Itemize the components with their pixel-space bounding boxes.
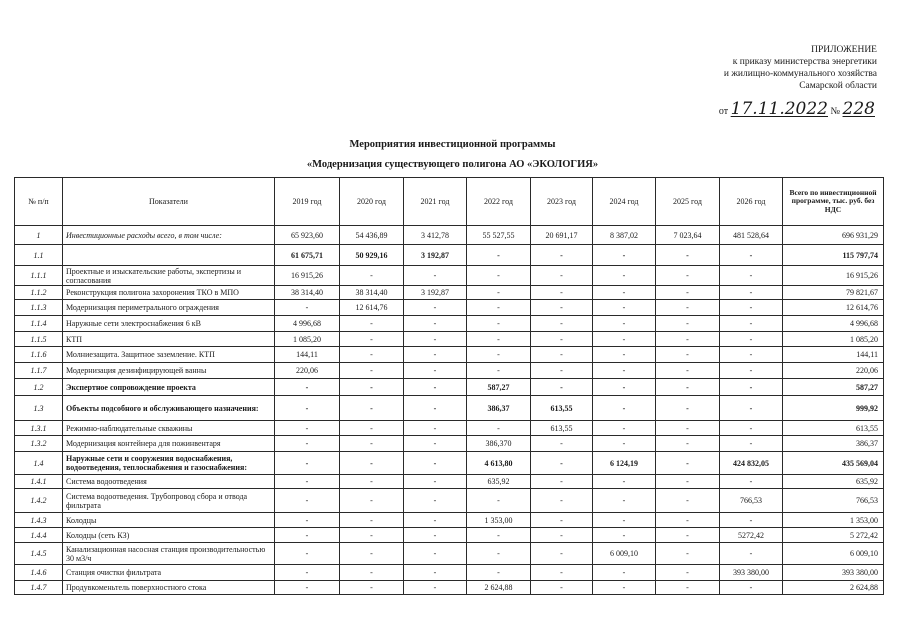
row-number: 1.4.6 — [15, 565, 63, 581]
row-year-value: - — [593, 581, 656, 595]
row-number: 1.1.7 — [15, 363, 63, 379]
table-row — [15, 226, 884, 245]
row-year-value: - — [404, 452, 467, 475]
row-year-value: - — [593, 396, 656, 421]
row-year-value: - — [467, 332, 531, 347]
table-body — [15, 226, 884, 595]
appendix-line: к приказу министерства энергетики — [732, 57, 877, 67]
row-year-value: 3 412,78 — [404, 226, 467, 245]
table-row — [15, 489, 884, 513]
row-number: 1.4.4 — [15, 528, 63, 543]
row-number: 1.4.3 — [15, 513, 63, 528]
row-number: 1.1.5 — [15, 332, 63, 347]
row-year-value: - — [275, 300, 340, 316]
row-year-value: 2 624,88 — [467, 581, 531, 595]
row-year-value: - — [340, 396, 404, 421]
row-year-value: 4 613,80 — [467, 452, 531, 475]
row-indicator: Продувкоменьтель поверхностного стока — [63, 581, 275, 595]
row-year-value: - — [593, 528, 656, 543]
row-year-value: - — [531, 528, 593, 543]
row-year-value: - — [404, 396, 467, 421]
column-header-year: 2019 год — [275, 178, 340, 226]
row-year-value: - — [656, 363, 720, 379]
row-total-value: 766,53 — [783, 489, 884, 513]
row-indicator: Наружные сети и сооружения водоснабжения, водоотведения, теплоснабжения и газоснабжения: — [63, 452, 275, 475]
row-year-value: - — [720, 245, 783, 266]
row-number: 1.2 — [15, 379, 63, 396]
row-year-value: - — [404, 332, 467, 347]
row-number: 1.1.4 — [15, 316, 63, 332]
row-year-value: 38 314,40 — [340, 286, 404, 300]
row-total-value: 635,92 — [783, 475, 884, 489]
number-prefix: № — [830, 106, 841, 117]
row-year-value: - — [531, 245, 593, 266]
row-total-value: 696 931,29 — [783, 226, 884, 245]
row-indicator: Система водоотведения — [63, 475, 275, 489]
row-indicator: Инвестиционные расходы всего, в том числе: — [63, 226, 275, 245]
row-indicator: Модернизация контейнера для пожинвентаря — [63, 436, 275, 452]
row-year-value: - — [340, 332, 404, 347]
row-total-value: 1 085,20 — [783, 332, 884, 347]
row-year-value: - — [720, 332, 783, 347]
row-year-value: - — [531, 347, 593, 363]
row-number: 1.1.3 — [15, 300, 63, 316]
appendix-line: и жилищно-коммунального хозяйства — [723, 69, 877, 79]
row-year-value: - — [467, 363, 531, 379]
row-total-value: 1 353,00 — [783, 513, 884, 528]
row-year-value: 481 528,64 — [720, 226, 783, 245]
row-number: 1.4.5 — [15, 543, 63, 565]
appendix-line: Самарской области — [799, 81, 877, 91]
row-indicator: Реконструкция полигона захоронения ТКО в МПО — [63, 286, 275, 300]
row-year-value: - — [720, 316, 783, 332]
table-row — [15, 286, 884, 300]
row-year-value: - — [467, 528, 531, 543]
table-row — [15, 363, 884, 379]
row-year-value: - — [340, 543, 404, 565]
row-year-value: - — [720, 513, 783, 528]
row-year-value: - — [656, 316, 720, 332]
row-year-value: - — [531, 436, 593, 452]
table-row — [15, 245, 884, 266]
row-year-value: 4 996,68 — [275, 316, 340, 332]
investment-table — [14, 177, 884, 595]
row-year-value: 55 527,55 — [467, 226, 531, 245]
row-year-value: - — [531, 316, 593, 332]
row-total-value: 999,92 — [783, 396, 884, 421]
row-indicator: Модернизация дезинфицирующей ванны — [63, 363, 275, 379]
row-year-value: 20 691,17 — [531, 226, 593, 245]
row-total-value: 220,06 — [783, 363, 884, 379]
column-header-indicator: Показатели — [63, 178, 275, 226]
row-total-value: 144,11 — [783, 347, 884, 363]
row-year-value: - — [531, 266, 593, 286]
row-year-value: - — [340, 565, 404, 581]
row-year-value: - — [593, 475, 656, 489]
row-number: 1.1.2 — [15, 286, 63, 300]
row-total-value: 6 009,10 — [783, 543, 884, 565]
row-year-value: 54 436,89 — [340, 226, 404, 245]
column-header-year: 2026 год — [720, 178, 783, 226]
row-year-value: 7 023,64 — [656, 226, 720, 245]
row-year-value: - — [404, 565, 467, 581]
row-year-value: 61 675,71 — [275, 245, 340, 266]
row-year-value: - — [404, 379, 467, 396]
table-row — [15, 316, 884, 332]
row-number: 1.3 — [15, 396, 63, 421]
row-indicator: Проектные и изыскательские работы, экспертизы и согласования — [63, 266, 275, 286]
row-year-value: - — [531, 300, 593, 316]
row-total-value: 435 569,04 — [783, 452, 884, 475]
row-year-value: - — [593, 363, 656, 379]
row-year-value: - — [656, 475, 720, 489]
row-total-value: 79 821,67 — [783, 286, 884, 300]
row-year-value: 766,53 — [720, 489, 783, 513]
column-header-year: 2023 год — [531, 178, 593, 226]
row-year-value: - — [531, 363, 593, 379]
row-year-value: - — [531, 332, 593, 347]
table-row — [15, 565, 884, 581]
column-header-total: Всего по инвестиционной программе, тыс. руб. без НДС — [783, 178, 884, 226]
row-year-value: - — [593, 245, 656, 266]
row-year-value: - — [656, 528, 720, 543]
row-number: 1.4 — [15, 452, 63, 475]
row-year-value: - — [467, 347, 531, 363]
column-header-number: № п/п — [15, 178, 63, 226]
row-year-value: - — [531, 489, 593, 513]
row-indicator: Молниезащита. Защитное заземление. КТП — [63, 347, 275, 363]
row-year-value: - — [593, 286, 656, 300]
row-year-value: - — [593, 266, 656, 286]
row-year-value: - — [340, 316, 404, 332]
row-year-value: - — [340, 421, 404, 436]
document-subtitle: «Модернизация существующего полигона АО «ЭКОЛОГИЯ» — [306, 159, 599, 170]
table-row — [15, 396, 884, 421]
row-year-value: - — [275, 379, 340, 396]
row-year-value: - — [720, 396, 783, 421]
row-year-value: 5272,42 — [720, 528, 783, 543]
row-year-value: - — [720, 286, 783, 300]
row-year-value: - — [593, 300, 656, 316]
row-year-value: - — [404, 266, 467, 286]
row-year-value: - — [593, 489, 656, 513]
row-year-value: 220,06 — [275, 363, 340, 379]
row-year-value: - — [656, 565, 720, 581]
row-year-value: - — [275, 475, 340, 489]
table-row — [15, 452, 884, 475]
row-year-value: - — [275, 565, 340, 581]
row-year-value: - — [720, 581, 783, 595]
row-year-value: - — [340, 581, 404, 595]
row-year-value: - — [340, 347, 404, 363]
row-year-value: - — [340, 436, 404, 452]
row-year-value: - — [720, 379, 783, 396]
column-header-year: 2020 год — [340, 178, 404, 226]
table-row — [15, 436, 884, 452]
table-row — [15, 513, 884, 528]
row-year-value: - — [593, 332, 656, 347]
row-year-value: - — [404, 513, 467, 528]
row-year-value: - — [531, 565, 593, 581]
row-total-value: 587,27 — [783, 379, 884, 396]
row-year-value: 38 314,40 — [275, 286, 340, 300]
row-year-value: - — [404, 421, 467, 436]
row-year-value: 587,27 — [467, 379, 531, 396]
document-title: Мероприятия инвестиционной программы — [349, 139, 556, 150]
row-year-value: - — [404, 581, 467, 595]
table-row — [15, 266, 884, 286]
row-year-value: 8 387,02 — [593, 226, 656, 245]
row-indicator: Канализационная насосная станция производительностью 30 м3/ч — [63, 543, 275, 565]
row-number: 1.1.6 — [15, 347, 63, 363]
row-year-value: - — [720, 475, 783, 489]
row-total-value: 4 996,68 — [783, 316, 884, 332]
row-number: 1 — [15, 226, 63, 245]
row-year-value: - — [656, 489, 720, 513]
row-year-value: - — [656, 513, 720, 528]
row-indicator: Система водоотведения. Трубопровод сбора и отвода фильтрата — [63, 489, 275, 513]
row-number: 1.4.7 — [15, 581, 63, 595]
row-number: 1.4.1 — [15, 475, 63, 489]
row-total-value: 2 624,88 — [783, 581, 884, 595]
row-year-value: - — [531, 543, 593, 565]
row-year-value: - — [656, 543, 720, 565]
row-year-value: - — [656, 266, 720, 286]
row-year-value: - — [275, 436, 340, 452]
row-year-value: - — [340, 452, 404, 475]
row-year-value: - — [593, 436, 656, 452]
row-year-value: 65 923,60 — [275, 226, 340, 245]
row-year-value: 12 614,76 — [340, 300, 404, 316]
row-year-value: 613,55 — [531, 396, 593, 421]
row-year-value: - — [467, 543, 531, 565]
column-header-year: 2022 год — [467, 178, 531, 226]
row-year-value: - — [340, 475, 404, 489]
row-year-value: - — [467, 565, 531, 581]
row-year-value: - — [720, 266, 783, 286]
row-year-value: - — [275, 543, 340, 565]
row-year-value: - — [275, 452, 340, 475]
row-indicator: Модернизация периметрального ограждения — [63, 300, 275, 316]
row-indicator: Экспертное сопровождение проекта — [63, 379, 275, 396]
table-row — [15, 347, 884, 363]
row-total-value: 613,55 — [783, 421, 884, 436]
row-year-value: - — [467, 316, 531, 332]
row-indicator: Наружные сети электроснабжения 6 кВ — [63, 316, 275, 332]
row-indicator: Объекты подсобного и обслуживающего назначения: — [63, 396, 275, 421]
row-year-value: 393 380,00 — [720, 565, 783, 581]
row-year-value: - — [720, 543, 783, 565]
row-year-value: - — [404, 316, 467, 332]
row-year-value: - — [593, 421, 656, 436]
row-year-value: - — [340, 528, 404, 543]
row-indicator: Колодцы — [63, 513, 275, 528]
column-header-year: 2025 год — [656, 178, 720, 226]
row-year-value: - — [720, 363, 783, 379]
row-year-value: - — [531, 379, 593, 396]
row-number: 1.1.1 — [15, 266, 63, 286]
row-indicator — [63, 245, 275, 266]
date-prefix: от — [718, 106, 729, 117]
row-year-value: 386,37 — [467, 396, 531, 421]
row-year-value: - — [593, 347, 656, 363]
row-year-value: - — [404, 300, 467, 316]
row-year-value: - — [404, 543, 467, 565]
row-year-value: 386,370 — [467, 436, 531, 452]
row-year-value: - — [656, 436, 720, 452]
row-year-value: - — [404, 436, 467, 452]
appendix-label: ПРИЛОЖЕНИЕ — [811, 45, 877, 55]
row-year-value: - — [656, 300, 720, 316]
row-indicator: Колодцы (сеть КЗ) — [63, 528, 275, 543]
row-year-value: - — [656, 396, 720, 421]
order-number: 228 — [842, 99, 875, 119]
row-year-value: - — [656, 379, 720, 396]
row-year-value: - — [404, 489, 467, 513]
table-header-row — [15, 178, 884, 226]
row-year-value: 635,92 — [467, 475, 531, 489]
row-year-value: - — [340, 266, 404, 286]
row-year-value: - — [340, 513, 404, 528]
row-year-value: - — [467, 266, 531, 286]
row-year-value: - — [720, 347, 783, 363]
row-year-value: - — [531, 475, 593, 489]
row-year-value: - — [340, 379, 404, 396]
row-number: 1.4.2 — [15, 489, 63, 513]
row-year-value: - — [275, 513, 340, 528]
row-year-value: - — [467, 489, 531, 513]
row-year-value: 1 353,00 — [467, 513, 531, 528]
row-year-value: - — [531, 286, 593, 300]
row-year-value: - — [404, 347, 467, 363]
row-year-value: - — [275, 396, 340, 421]
row-year-value: - — [467, 245, 531, 266]
row-year-value: - — [720, 300, 783, 316]
table-row — [15, 300, 884, 316]
row-year-value: 424 832,05 — [720, 452, 783, 475]
row-number: 1.1 — [15, 245, 63, 266]
row-year-value: 6 124,19 — [593, 452, 656, 475]
row-year-value: 613,55 — [531, 421, 593, 436]
row-year-value: 3 192,87 — [404, 286, 467, 300]
row-number: 1.3.1 — [15, 421, 63, 436]
column-header-year: 2021 год — [404, 178, 467, 226]
row-year-value: 50 929,16 — [340, 245, 404, 266]
row-total-value: 393 380,00 — [783, 565, 884, 581]
row-year-value: - — [275, 421, 340, 436]
row-year-value: - — [467, 300, 531, 316]
order-date: 17.11.2022 — [730, 99, 828, 119]
row-year-value: - — [340, 489, 404, 513]
row-total-value: 12 614,76 — [783, 300, 884, 316]
row-indicator: Режимно-наблюдательные скважины — [63, 421, 275, 436]
row-year-value: 1 085,20 — [275, 332, 340, 347]
row-year-value: - — [404, 475, 467, 489]
table-row — [15, 332, 884, 347]
row-year-value: 16 915,26 — [275, 266, 340, 286]
table-row — [15, 543, 884, 565]
row-year-value: 3 192,87 — [404, 245, 467, 266]
row-year-value: - — [531, 452, 593, 475]
row-year-value: - — [404, 528, 467, 543]
row-year-value: - — [593, 316, 656, 332]
table-row — [15, 528, 884, 543]
row-total-value: 115 797,74 — [783, 245, 884, 266]
column-header-year: 2024 год — [593, 178, 656, 226]
row-year-value: - — [275, 581, 340, 595]
row-number: 1.3.2 — [15, 436, 63, 452]
row-year-value: - — [593, 565, 656, 581]
row-year-value: - — [656, 581, 720, 595]
row-total-value: 386,37 — [783, 436, 884, 452]
row-year-value: - — [467, 421, 531, 436]
row-year-value: - — [656, 347, 720, 363]
table-row — [15, 379, 884, 396]
appendix-header — [577, 44, 877, 92]
row-year-value: - — [275, 528, 340, 543]
row-year-value: - — [656, 245, 720, 266]
row-year-value: - — [404, 363, 467, 379]
row-year-value: - — [275, 489, 340, 513]
row-indicator: Станция очистки фильтрата — [63, 565, 275, 581]
order-date-line — [719, 99, 875, 119]
row-year-value: - — [531, 581, 593, 595]
table-row — [15, 475, 884, 489]
row-year-value: - — [720, 421, 783, 436]
row-year-value: - — [656, 286, 720, 300]
row-year-value: - — [656, 452, 720, 475]
row-year-value: - — [467, 286, 531, 300]
row-year-value: - — [531, 513, 593, 528]
row-year-value: - — [593, 513, 656, 528]
row-year-value: - — [340, 363, 404, 379]
row-year-value: 6 009,10 — [593, 543, 656, 565]
row-year-value: - — [656, 332, 720, 347]
row-year-value: - — [720, 436, 783, 452]
row-year-value: - — [593, 379, 656, 396]
row-year-value: - — [656, 421, 720, 436]
table-row — [15, 421, 884, 436]
row-total-value: 16 915,26 — [783, 266, 884, 286]
row-year-value: 144,11 — [275, 347, 340, 363]
row-total-value: 5 272,42 — [783, 528, 884, 543]
row-indicator: КТП — [63, 332, 275, 347]
table-row — [15, 581, 884, 595]
